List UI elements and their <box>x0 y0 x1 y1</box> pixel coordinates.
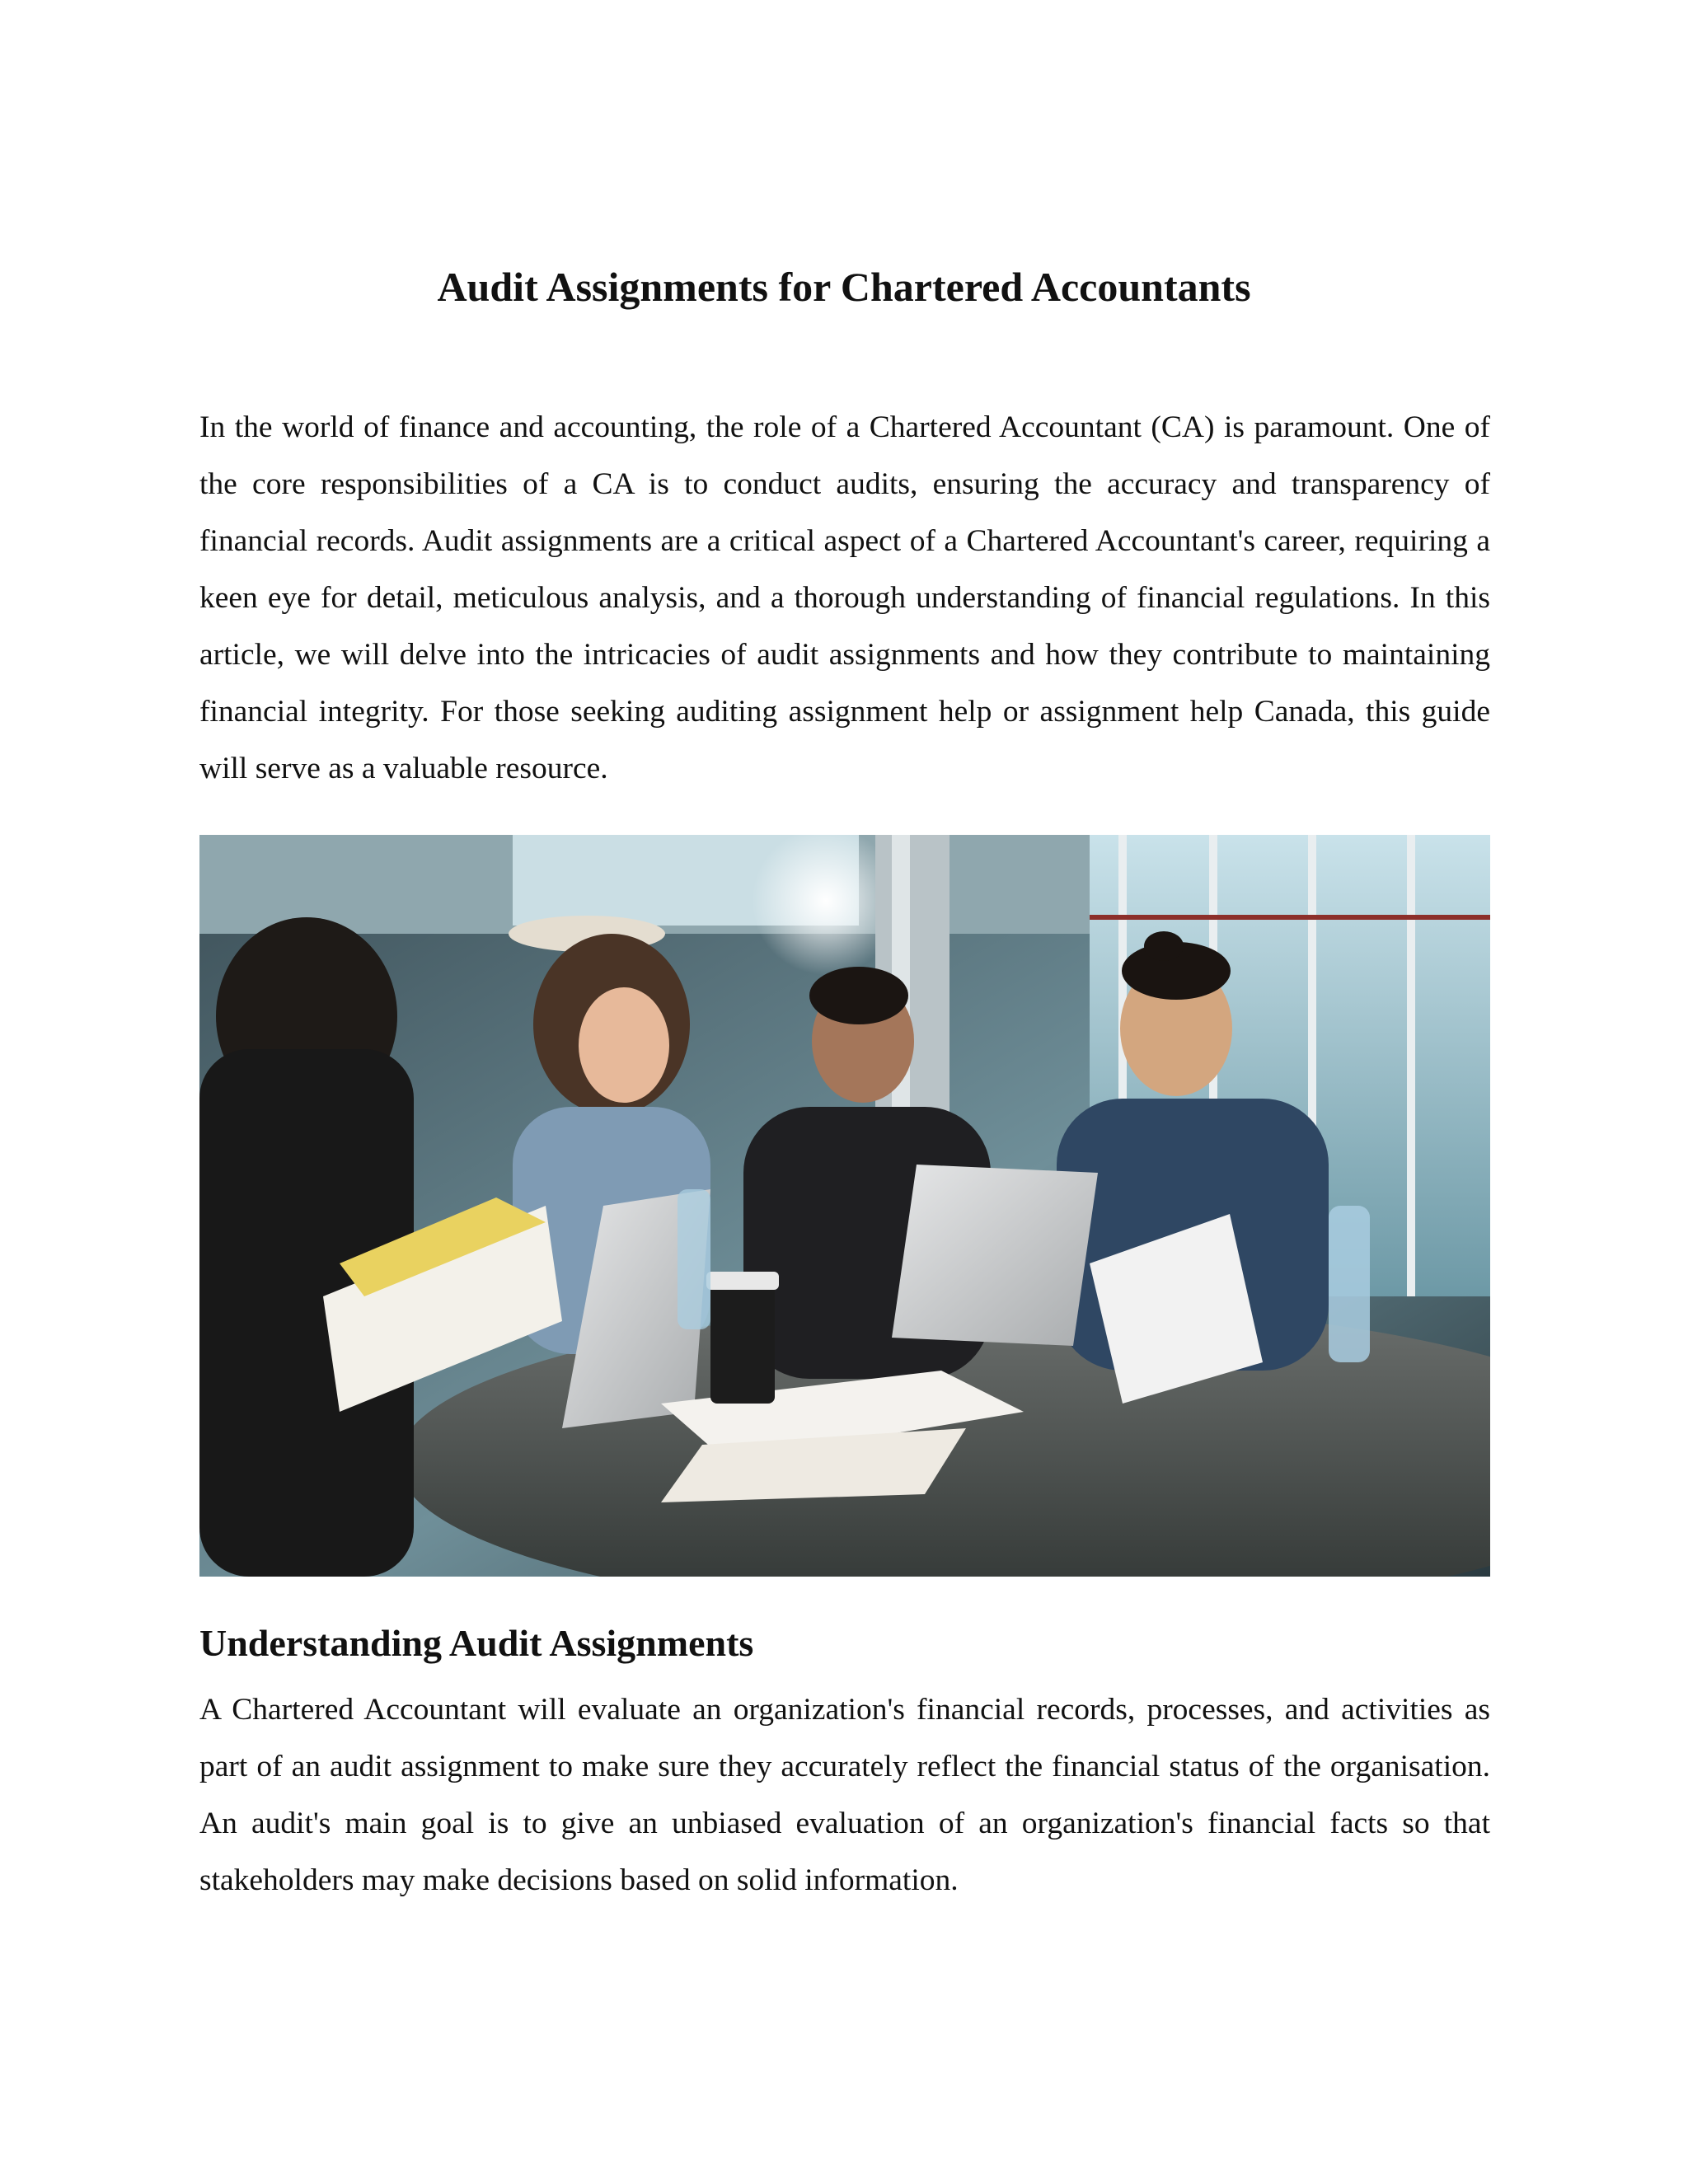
section-paragraph: A Chartered Accountant will evaluate an organization's financial records, processes, and activities as part of an audit assignment to make sure they accurately reflect the financial status of the organisation. An audit's main goal is to give an unbiased evaluation of an organization's financial facts so that stakeholders may make decisions based on solid information. <box>199 1693 1490 1897</box>
section-heading: Understanding Audit Assignments <box>199 1622 754 1664</box>
team-meeting-photo <box>199 835 1490 1577</box>
intro-paragraph: In the world of finance and accounting, the role of a Chartered Accountant (CA) is paramount. One of the core responsibilities of a CA is to conduct audits, ensuring the accuracy and transparency of financial records. Audit assignments are a critical aspect of a Chartered Accountant's career, requiring a keen eye for detail, meticulous analysis, and a thorough understanding of financial regulations. In this article, we will delve into the intricacies of audit assignments and how they contribute to maintaining financial integrity. For those seeking auditing assignment help or assignment help Canada, this guide will serve as a valuable resource. <box>199 410 1490 785</box>
document-title: Audit Assignments for Chartered Accountants <box>437 264 1251 310</box>
